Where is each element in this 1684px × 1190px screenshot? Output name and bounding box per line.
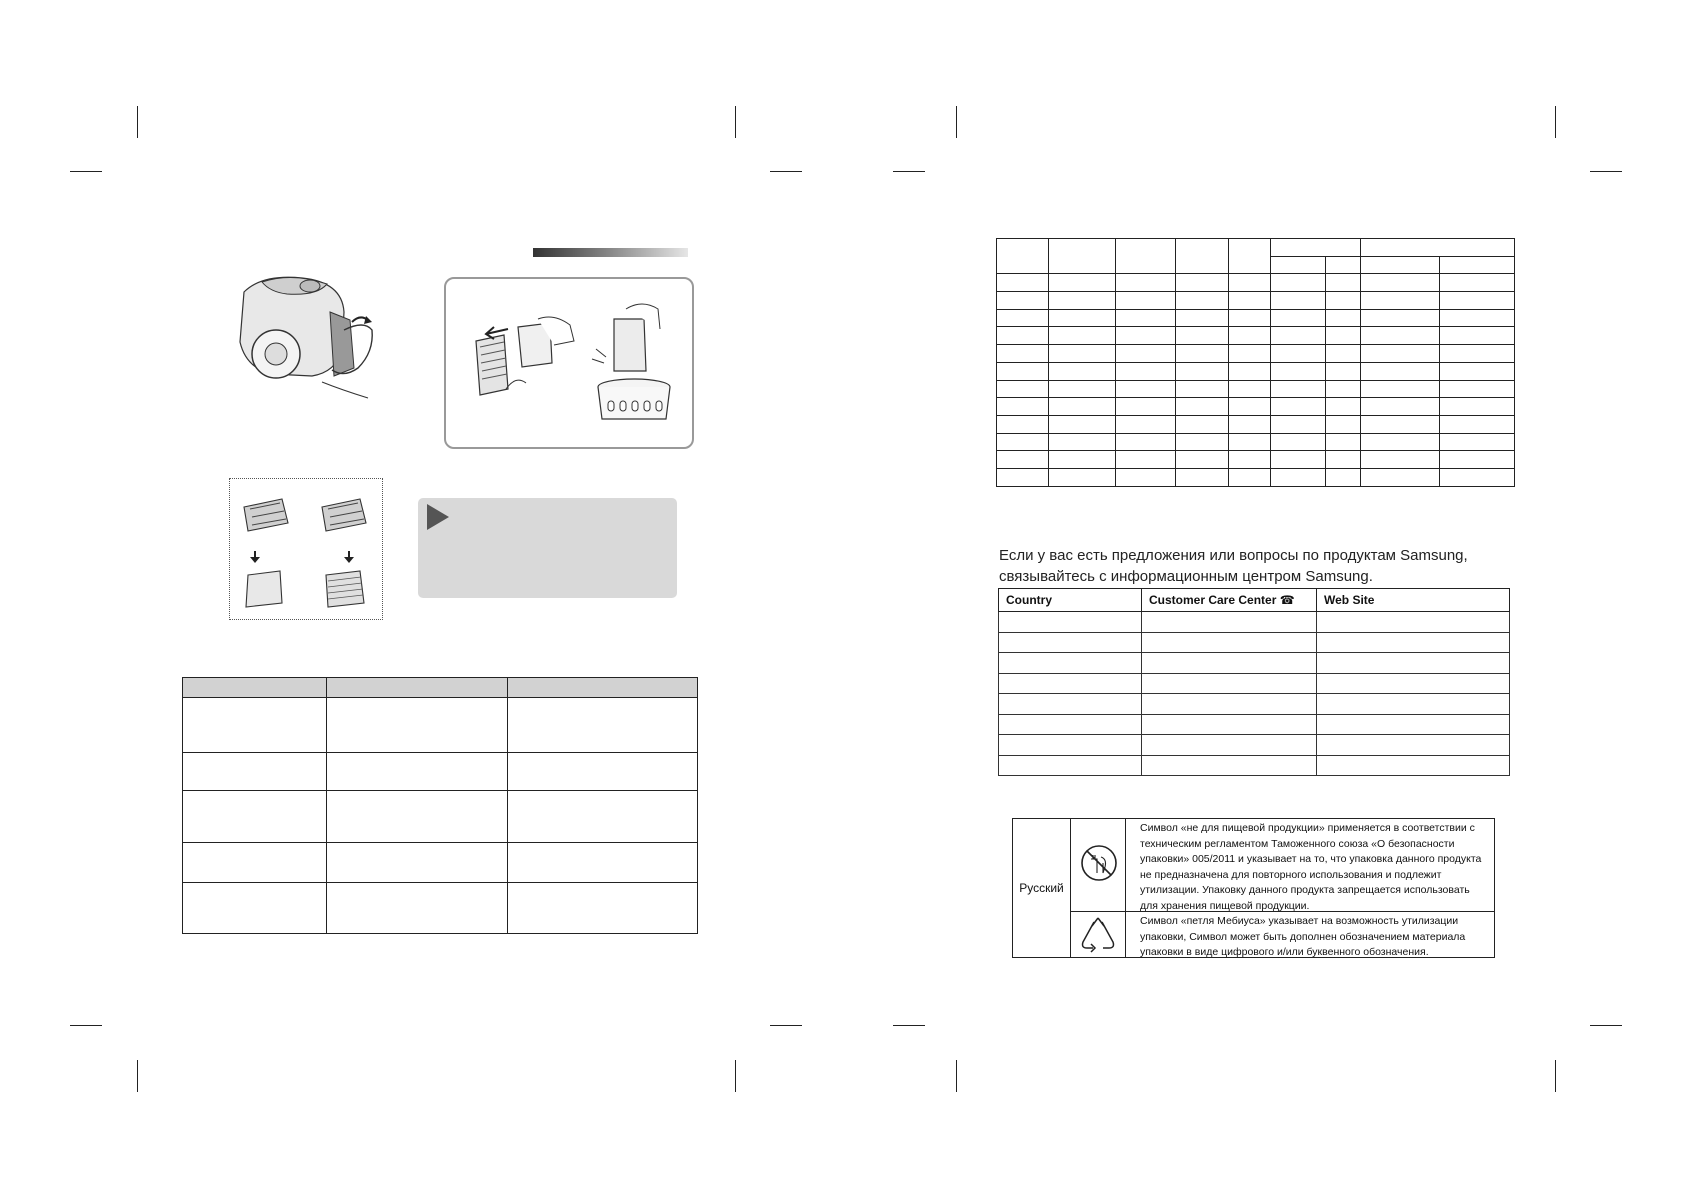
table-cell [1271,309,1326,327]
table-row [999,632,1510,653]
table-row [183,698,698,753]
table-cell [1176,451,1229,469]
table-cell [1271,433,1326,451]
table-cell [999,694,1142,715]
section-header-bar [533,248,688,257]
table-cell [1326,380,1361,398]
table-cell [1229,468,1271,486]
table-cell [997,468,1049,486]
crop-mark [1555,1060,1556,1092]
table-row [999,612,1510,633]
table-cell [1361,451,1440,469]
table-cell [999,653,1142,674]
table-cell [1326,468,1361,486]
table-cell [1317,632,1510,653]
table-row [999,694,1510,715]
table-cell [1440,415,1515,433]
vacuum-cleaner-illustration [232,272,382,407]
country-header: Country [999,589,1142,612]
table-cell [999,755,1142,776]
table-row [997,451,1515,469]
table-header-cell [327,678,508,698]
table-cell [1361,433,1440,451]
crop-mark [735,106,736,138]
table-cell [1229,398,1271,416]
table-cell [1142,735,1317,756]
table-cell [1271,415,1326,433]
table-cell [1176,345,1229,363]
crop-mark [770,1025,802,1026]
table-cell [1271,345,1326,363]
table-cell [1271,468,1326,486]
table-cell [1116,327,1176,345]
table-cell [997,327,1049,345]
table-cell [1229,309,1271,327]
table-cell [1361,345,1440,363]
table-header-row [997,239,1515,257]
table-cell [997,362,1049,380]
table-cell [1361,380,1440,398]
table-cell [1142,714,1317,735]
triangle-note-icon [427,504,449,530]
table-cell [1317,694,1510,715]
filter-types-illustration [229,478,383,620]
table-cell [1317,735,1510,756]
table-cell [1326,274,1361,292]
table-cell [1317,755,1510,776]
table-cell [999,673,1142,694]
table-header-row [183,678,698,698]
table-cell [1116,451,1176,469]
table-cell [1176,309,1229,327]
not-for-food-icon [1071,819,1125,911]
table-cell [1049,398,1116,416]
table-cell [1049,380,1116,398]
table-row [183,791,698,843]
table-row [999,714,1510,735]
table-cell [1176,398,1229,416]
table-row [997,274,1515,292]
table-cell [1440,362,1515,380]
table-cell [1271,380,1326,398]
table-cell [1176,468,1229,486]
table-cell [1116,468,1176,486]
table-header-cell [508,678,698,698]
table-cell [1440,468,1515,486]
table-cell [997,274,1049,292]
mobius-loop-icon [1071,912,1125,957]
table-cell [1116,274,1176,292]
crop-mark [70,171,102,172]
table-row [997,380,1515,398]
table-cell [1049,451,1116,469]
crop-mark [956,1060,957,1092]
table-cell [1049,362,1116,380]
table-cell [1049,274,1116,292]
table-cell [1326,433,1361,451]
table-cell [1326,362,1361,380]
table-cell [1142,673,1317,694]
table-row [997,415,1515,433]
table-cell [1271,327,1326,345]
crop-mark [137,1060,138,1092]
table-cell [999,612,1142,633]
table-cell [1440,309,1515,327]
packaging-symbols-table [1012,818,1495,958]
crop-mark [70,1025,102,1026]
table-cell [1361,362,1440,380]
troubleshooting-table [182,677,698,934]
table-cell [1229,274,1271,292]
table-row [999,755,1510,776]
mobius-symbol-text: Символ «петля Мебиуса» указывает на возможность утилизации упаковки, Символ может быть дополнен обозначением материала упаковки в виде цифрового и/или буквенного обозначения. [1140,915,1466,959]
care-center-header: Customer Care Center ☎ [1142,589,1317,612]
crop-mark [893,1025,925,1026]
table-cell [1176,327,1229,345]
table-cell [1271,274,1326,292]
table-cell [1176,292,1229,310]
filter-replace-drawing [446,279,692,447]
table-cell [1229,345,1271,363]
table-row [183,753,698,791]
table-row [999,653,1510,674]
table-row [999,735,1510,756]
table-cell [1176,362,1229,380]
table-cell [1116,362,1176,380]
contact-table-body [999,612,1510,776]
table-row [999,673,1510,694]
table-cell [1229,292,1271,310]
food-symbol-icon-cell [1071,819,1126,911]
web-site-header: Web Site [1317,589,1510,612]
crop-mark [893,171,925,172]
table-cell [1142,612,1317,633]
table-cell [1116,415,1176,433]
table-cell [1326,345,1361,363]
food-symbol-text: Символ «не для пищевой продукции» применяется в соответствии с техническим регламентом Таможенного союза «О безопасности упаковки» 005/2011 и указывает на то, что упаковка данного продукта не предназначена для повторного использования и подлежит утилизации. Упаковку данного продукта запрещается использовать для хранения пищевой продукции. [1140,822,1482,912]
table-row [997,398,1515,416]
table-cell [1326,415,1361,433]
table-cell [1142,694,1317,715]
table-cell [1326,451,1361,469]
table-cell [1440,292,1515,310]
table-row [997,433,1515,451]
table-cell [1317,612,1510,633]
table-cell [1229,433,1271,451]
table-cell [1142,755,1317,776]
table-cell [997,380,1049,398]
table-cell [1440,398,1515,416]
table-cell [997,451,1049,469]
table-cell [999,632,1142,653]
table-cell [1361,327,1440,345]
crop-mark [735,1060,736,1092]
table-cell [1229,362,1271,380]
table-row [183,843,698,883]
table-cell [1440,274,1515,292]
table-cell [1271,292,1326,310]
mobius-symbol-icon-cell [1071,912,1126,957]
table-cell [1229,380,1271,398]
table-header-row [999,589,1510,612]
table-cell [1049,345,1116,363]
table-row [997,362,1515,380]
table-cell [1176,274,1229,292]
table-row [997,309,1515,327]
table-cell [1326,327,1361,345]
table-cell [1142,653,1317,674]
contact-intro-line: Если у вас есть предложения или вопросы по продуктам Samsung, [999,547,1468,564]
table-cell [1116,380,1176,398]
table-cell [1176,433,1229,451]
language-label: Русский [1013,819,1071,957]
table-cell [997,398,1049,416]
table-cell [1229,451,1271,469]
note-box [418,498,677,598]
table-cell [1440,380,1515,398]
table-cell [1326,398,1361,416]
table-cell [1049,433,1116,451]
table-cell [1116,398,1176,416]
table-cell [1326,309,1361,327]
food-symbol-row [1071,819,1494,912]
table-cell [1049,468,1116,486]
table-cell [997,345,1049,363]
table-cell [1176,380,1229,398]
table-cell [1116,309,1176,327]
table-cell [1049,309,1116,327]
table-row [997,468,1515,486]
table-cell [1116,292,1176,310]
table-cell [997,415,1049,433]
table-cell [997,309,1049,327]
table-cell [1440,327,1515,345]
crop-mark [956,106,957,138]
crop-mark [1590,171,1622,172]
table-cell [1142,632,1317,653]
filter-types-drawing [230,479,382,619]
filter-replace-illustration [444,277,694,449]
table-cell [1317,653,1510,674]
crop-mark [137,106,138,138]
table-cell [1049,415,1116,433]
table-cell [999,735,1142,756]
contact-table [998,588,1510,776]
specification-table-body [997,274,1515,486]
table-cell [1229,415,1271,433]
table-cell [1049,327,1116,345]
table-cell [1317,673,1510,694]
table-cell [1361,468,1440,486]
table-cell [1440,345,1515,363]
table-cell [999,714,1142,735]
mobius-symbol-row [1071,912,1494,957]
table-cell [1326,292,1361,310]
table-cell [997,292,1049,310]
table-cell [1271,362,1326,380]
table-cell [1229,327,1271,345]
table-row [183,883,698,934]
table-cell [1116,433,1176,451]
table-row [997,292,1515,310]
specification-table [996,238,1515,487]
table-cell [1361,398,1440,416]
crop-mark [770,171,802,172]
table-header-cell [183,678,327,698]
crop-mark [1555,106,1556,138]
table-cell [1361,415,1440,433]
table-row [997,327,1515,345]
crop-mark [1590,1025,1622,1026]
table-cell [1049,292,1116,310]
table-cell [1440,433,1515,451]
table-cell [1361,274,1440,292]
table-cell [1176,415,1229,433]
table-cell [1440,451,1515,469]
table-cell [1271,451,1326,469]
contact-intro-line: связывайтесь с информационным центром Samsung. [999,568,1373,585]
table-row [997,345,1515,363]
contact-intro [999,545,1468,587]
table-cell [997,433,1049,451]
table-cell [1317,714,1510,735]
table-cell [1116,345,1176,363]
table-cell [1271,398,1326,416]
table-cell [1361,309,1440,327]
table-cell [1361,292,1440,310]
